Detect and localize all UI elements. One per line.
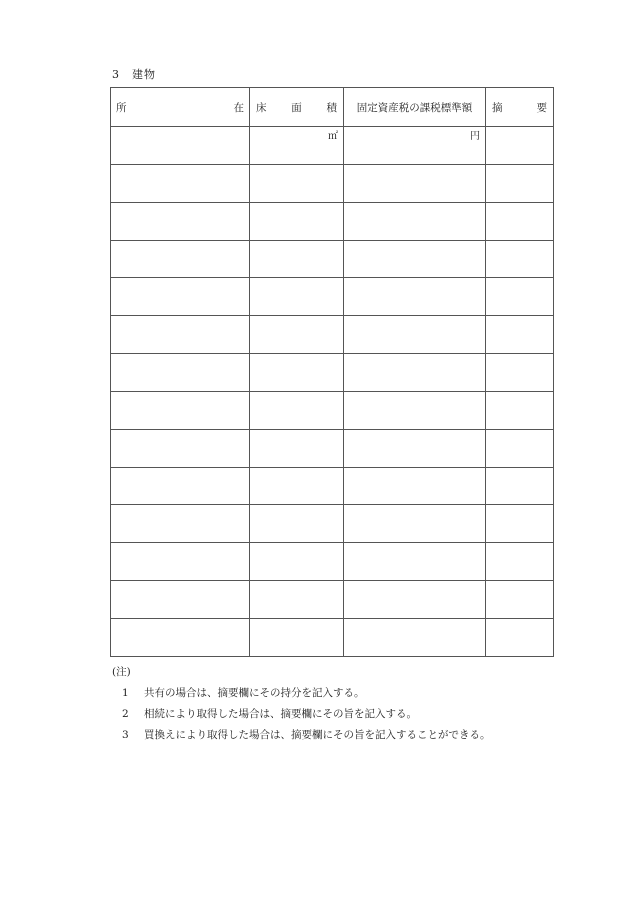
tax-value-cell[interactable] — [344, 278, 486, 316]
remarks-cell[interactable] — [486, 202, 554, 240]
header-floor-area: 床 面 積 — [250, 88, 344, 127]
location-cell[interactable] — [111, 618, 250, 656]
remarks-cell[interactable] — [486, 505, 554, 543]
header-tax-value: 固定資産税の課税標準額 — [344, 88, 486, 127]
tax-value-cell[interactable] — [344, 467, 486, 505]
tax-value-cell[interactable] — [344, 316, 486, 354]
floor-area-cell[interactable] — [250, 581, 344, 619]
floor-area-cell[interactable] — [250, 354, 344, 392]
floor-area-cell[interactable] — [250, 127, 344, 165]
remarks-cell[interactable] — [486, 240, 554, 278]
section-heading: 建物 — [132, 68, 156, 81]
note-number: 1 — [122, 687, 129, 699]
location-cell[interactable] — [111, 127, 250, 165]
tax-value-cell[interactable] — [344, 543, 486, 581]
table-row — [111, 354, 554, 392]
location-cell[interactable] — [111, 240, 250, 278]
table-row — [111, 202, 554, 240]
tax-value-cell[interactable] — [344, 202, 486, 240]
notes-section — [112, 662, 491, 746]
location-cell[interactable] — [111, 543, 250, 581]
table-row — [111, 391, 554, 429]
section-number: 3 — [112, 68, 120, 81]
tax-value-cell[interactable] — [344, 505, 486, 543]
table-row — [111, 164, 554, 202]
location-cell[interactable] — [111, 278, 250, 316]
remarks-cell[interactable] — [486, 164, 554, 202]
remarks-cell[interactable] — [486, 543, 554, 581]
tax-value-cell[interactable] — [344, 240, 486, 278]
note-text: 買換えにより取得した場合は、摘要欄にその旨を記入することができる。 — [144, 729, 491, 741]
floor-area-cell[interactable] — [250, 202, 344, 240]
floor-area-cell[interactable] — [250, 164, 344, 202]
table-row — [111, 618, 554, 656]
location-cell[interactable] — [111, 202, 250, 240]
floor-area-cell[interactable] — [250, 429, 344, 467]
table-row — [111, 240, 554, 278]
table-row — [111, 316, 554, 354]
remarks-cell[interactable] — [486, 316, 554, 354]
note-text: 共有の場合は、摘要欄にその持分を記入する。 — [144, 687, 365, 699]
note-item — [112, 683, 491, 704]
remarks-cell[interactable] — [486, 391, 554, 429]
table-row — [111, 505, 554, 543]
tax-value-cell[interactable] — [344, 391, 486, 429]
location-cell[interactable] — [111, 391, 250, 429]
notes-heading: (注) — [112, 666, 131, 678]
location-cell[interactable] — [111, 581, 250, 619]
floor-area-cell[interactable] — [250, 618, 344, 656]
notes-list — [112, 683, 491, 746]
table-row — [111, 127, 554, 165]
location-cell[interactable] — [111, 467, 250, 505]
floor-area-cell[interactable] — [250, 505, 344, 543]
note-number: 3 — [122, 729, 129, 741]
floor-area-cell[interactable] — [250, 467, 344, 505]
remarks-cell[interactable] — [486, 467, 554, 505]
tax-value-cell[interactable] — [344, 127, 486, 165]
floor-area-cell[interactable] — [250, 278, 344, 316]
note-number: 2 — [122, 708, 129, 720]
floor-area-cell[interactable] — [250, 240, 344, 278]
tax-value-cell[interactable] — [344, 618, 486, 656]
note-item — [112, 725, 491, 746]
remarks-cell[interactable] — [486, 127, 554, 165]
remarks-cell[interactable] — [486, 354, 554, 392]
table-row — [111, 581, 554, 619]
remarks-cell[interactable] — [486, 278, 554, 316]
remarks-cell[interactable] — [486, 429, 554, 467]
table-row — [111, 429, 554, 467]
location-cell[interactable] — [111, 505, 250, 543]
yen-unit: 円 — [470, 131, 480, 142]
building-register-table — [110, 87, 554, 657]
tax-value-cell[interactable] — [344, 429, 486, 467]
header-remarks: 摘 要 — [486, 88, 554, 127]
section-title — [112, 66, 156, 82]
floor-area-cell[interactable] — [250, 391, 344, 429]
remarks-cell[interactable] — [486, 581, 554, 619]
location-cell[interactable] — [111, 316, 250, 354]
table-row — [111, 278, 554, 316]
remarks-cell[interactable] — [486, 618, 554, 656]
tax-value-cell[interactable] — [344, 581, 486, 619]
table-row — [111, 543, 554, 581]
note-text: 相続により取得した場合は、摘要欄にその旨を記入する。 — [144, 708, 417, 720]
location-cell[interactable] — [111, 429, 250, 467]
header-row — [111, 88, 554, 127]
header-location: 所 在 — [111, 88, 250, 127]
tax-value-cell[interactable] — [344, 354, 486, 392]
floor-area-cell[interactable] — [250, 316, 344, 354]
location-cell[interactable] — [111, 354, 250, 392]
table-row — [111, 467, 554, 505]
note-item — [112, 704, 491, 725]
location-cell[interactable] — [111, 164, 250, 202]
area-unit: ㎡ — [328, 131, 338, 142]
tax-value-cell[interactable] — [344, 164, 486, 202]
floor-area-cell[interactable] — [250, 543, 344, 581]
